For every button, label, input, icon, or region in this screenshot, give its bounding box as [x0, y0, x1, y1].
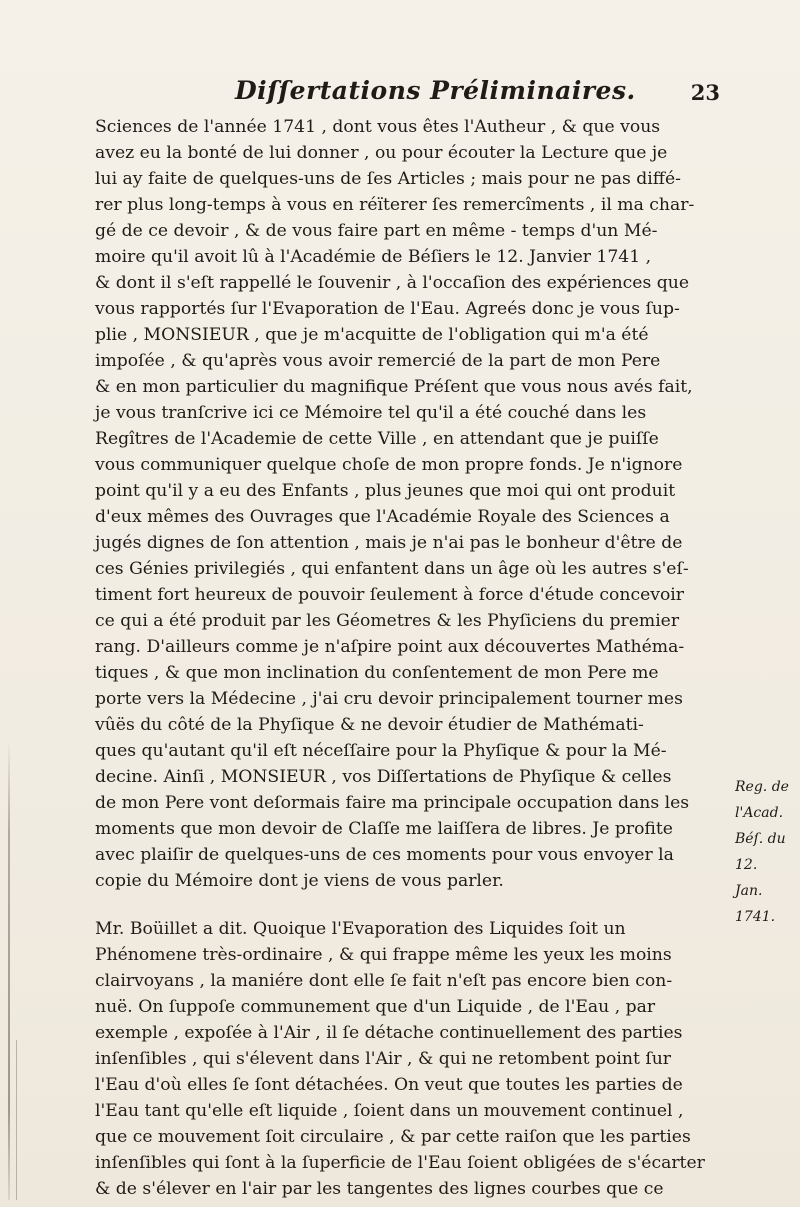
page-number: 23 — [690, 80, 720, 105]
paragraph-memoir: Mr. Boüillet a dit. Quoique l'Evaporation des Liquides ſoit un Phénomene très-ordinaire , & qui frappe même les yeux les moins clairvoyans , la maniére dont elle ſe fait n'eſt pas encore bien con- nuë. On ſuppoſe communement que d'un Liquide , de l'Eau , par exemple , expoſée à l'Air , il ſe détache continuellement des parties inſenſibles , qui s'élevent dans l'Air , & qui ne retombent point ſur l'Eau d'où elles ſe ſont détachées. On veut que toutes les parties de l'Eau tant qu'elle eſt liquide , ſoient dans un mouvement continuel , que ce mouvement ſoit circulaire , & par cette raiſon que les parties inſenſibles qui ſont à la ſuperficie de l'Eau ſoient obligées de s'écarter & de s'élever en l'air par les tangentes des lignes courbes que ce — [95, 919, 705, 1199]
running-title: Diſſertations Préliminaires. — [235, 76, 636, 105]
margin-note: Reg. de l'Acad. Béſ. du 12. Jan. 1741. — [735, 779, 789, 925]
paragraph-letter: Sciences de l'année 1741 , dont vous êtes l'Autheur , & que vous avez eu la bonté de lui donner , ou pour écouter la Lecture que je lui ay faite de quelques-uns de ſes Articles ; mais pour ne pas diffé- rer plus long-temps à vous en réïterer ſes remercîments , il ma char- gé de ce devoir , & de vous faire part en même - temps d'un Mé- moire qu'il avoit lû à l'Académie de Béſiers le 12. Janvier 1741 , & dont il s'eſt rappellé le ſouvenir , à l'occaſion des expériences que vous rapportés ſur l'Evaporation de l'Eau. Agreés donc je vous ſup- plie , MONSIEUR , que je m'acquitte de l'obligation qui m'a été impoſée , & qu'après vous avoir remercié de la part de mon Pere & en mon particulier du magnifique Préſent que vous nous avés fait, je vous tranſcrive ici ce Mémoire tel qu'il a été couché dans les Regîtres de l'Academie de cette Ville , en attendant que je puiſſe vous communiquer quelque choſe de mon propre fonds. Je n'ignore point qu'il y a eu des Enfants , plus jeunes que moi qui ont produit d'eux mêmes des Ouvrages que l'Académie Royale des Sciences a jugés dignes de ſon attention , mais je n'ai pas le bonheur d'être de ces Génies privilegiés , qui enfantent dans un âge où les autres s'eſ- timent fort heureux de pouvoir ſeulement à force d'étude concevoir ce qui a été produit par les Géometres & les Phyſiciens du premier rang. D'ailleurs comme je n'aſpire point aux découvertes Mathéma- tiques , & que mon inclination du conſentement de mon Pere me porte vers la Médecine , j'ai cru devoir principalement tourner mes vûës du côté de la Phyſique & ne devoir étudier de Mathémati- ques qu'autant qu'il eſt néceſſaire pour la Phyſique & pour la Mé- decine. Ainſi , MONSIEUR , vos Diſſertations de Phyſique & celles de mon Pere vont deſormais faire ma principale occupation dans les moments que mon devoir de Claſſe me laiſſera de libres. Je profite avec plaiſir de quelques-uns de ces moments pour vous envoyer la copie du Mémoire dont je viens de vous parler. — [95, 117, 695, 891]
scan-edge-shadow — [8, 740, 10, 1200]
page-header — [95, 76, 720, 112]
body-text — [95, 114, 725, 1202]
scan-edge-line — [16, 1040, 17, 1200]
